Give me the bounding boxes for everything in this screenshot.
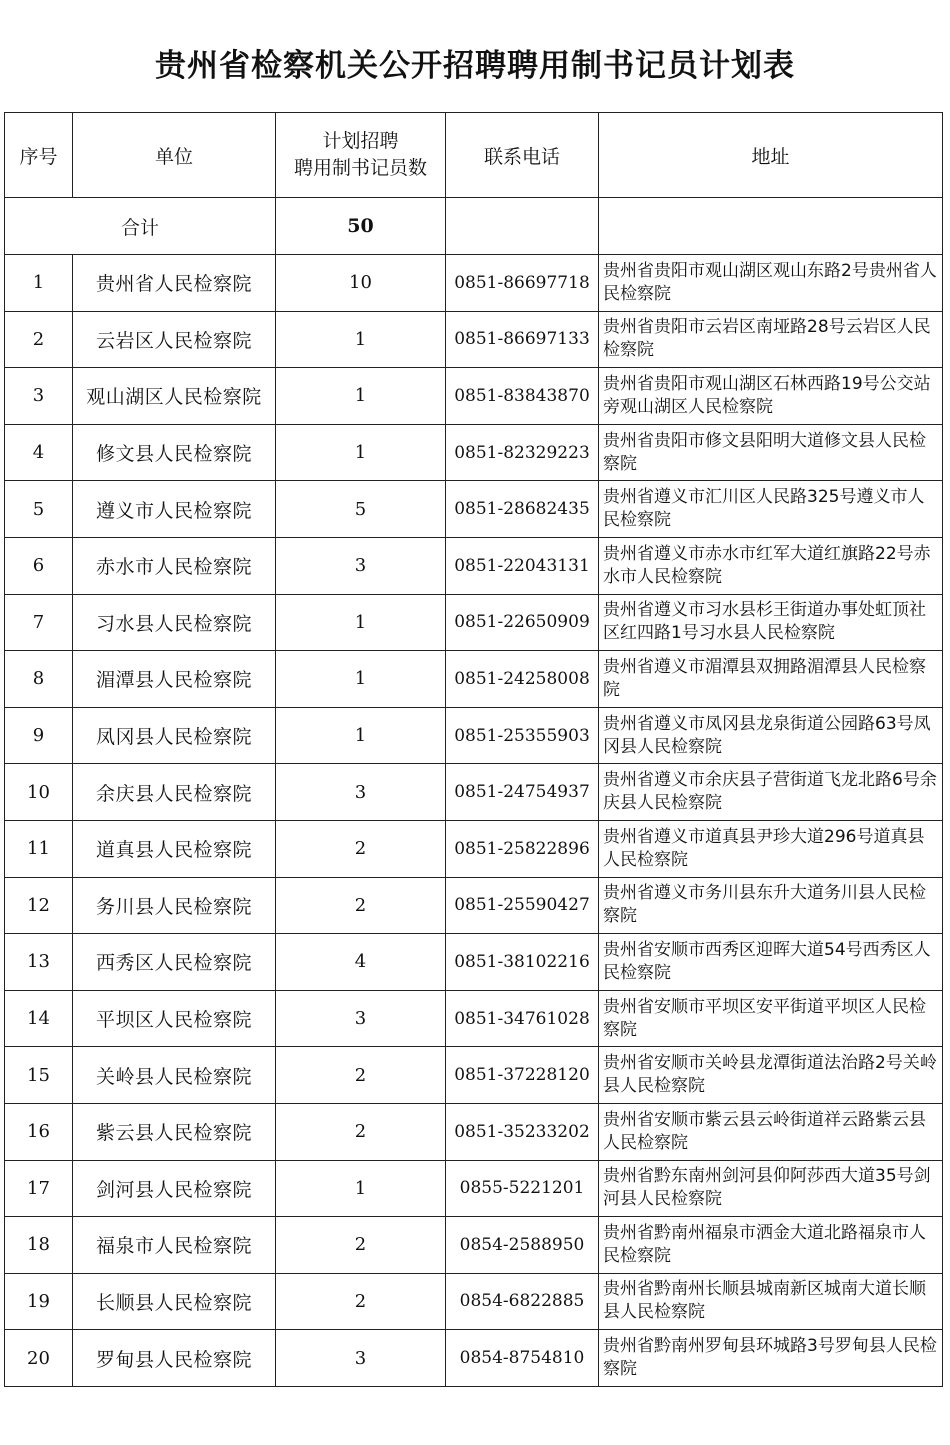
table-row <box>5 424 943 481</box>
row-unit: 平坝区人民检察院 <box>73 990 276 1047</box>
table-row <box>5 311 943 368</box>
row-index: 10 <box>5 764 73 821</box>
row-phone: 0851-24258008 <box>446 651 599 708</box>
table-row <box>5 651 943 708</box>
row-index: 3 <box>5 368 73 425</box>
row-address: 贵州省黔南州罗甸县环城路3号罗甸县人民检察院 <box>599 1330 943 1387</box>
row-unit: 务川县人民检察院 <box>73 877 276 934</box>
row-unit: 西秀区人民检察院 <box>73 934 276 991</box>
row-phone: 0854-2588950 <box>446 1217 599 1274</box>
row-phone: 0851-22043131 <box>446 537 599 594</box>
header-plan-line1: 计划招聘 <box>322 130 399 152</box>
row-count: 1 <box>276 311 446 368</box>
row-count: 3 <box>276 1330 446 1387</box>
row-phone: 0851-82329223 <box>446 424 599 481</box>
header-index: 序号 <box>5 113 73 198</box>
row-unit: 湄潭县人民检察院 <box>73 651 276 708</box>
row-unit: 道真县人民检察院 <box>73 820 276 877</box>
total-label: 合计 <box>5 198 276 255</box>
row-count: 1 <box>276 368 446 425</box>
row-count: 3 <box>276 764 446 821</box>
row-phone: 0851-24754937 <box>446 764 599 821</box>
row-address: 贵州省贵阳市观山湖区石林西路19号公交站旁观山湖区人民检察院 <box>599 368 943 425</box>
table-row <box>5 1103 943 1160</box>
row-index: 8 <box>5 651 73 708</box>
table-row <box>5 1273 943 1330</box>
row-index: 13 <box>5 934 73 991</box>
row-address: 贵州省遵义市汇川区人民路325号遵义市人民检察院 <box>599 481 943 538</box>
table-row <box>5 1160 943 1217</box>
row-address: 贵州省安顺市平坝区安平街道平坝区人民检察院 <box>599 990 943 1047</box>
row-index: 9 <box>5 707 73 764</box>
row-index: 20 <box>5 1330 73 1387</box>
row-phone: 0851-25590427 <box>446 877 599 934</box>
row-index: 19 <box>5 1273 73 1330</box>
row-address: 贵州省安顺市关岭县龙潭街道法治路2号关岭县人民检察院 <box>599 1047 943 1104</box>
row-index: 12 <box>5 877 73 934</box>
table-row <box>5 1330 943 1387</box>
table-row <box>5 990 943 1047</box>
row-index: 14 <box>5 990 73 1047</box>
header-unit: 单位 <box>73 113 276 198</box>
total-address-empty <box>599 198 943 255</box>
table-row <box>5 877 943 934</box>
row-address: 贵州省黔东南州剑河县仰阿莎西大道35号剑河县人民检察院 <box>599 1160 943 1217</box>
total-phone-empty <box>446 198 599 255</box>
table-row <box>5 820 943 877</box>
row-index: 1 <box>5 255 73 312</box>
row-unit: 福泉市人民检察院 <box>73 1217 276 1274</box>
row-unit: 赤水市人民检察院 <box>73 537 276 594</box>
row-phone: 0851-22650909 <box>446 594 599 651</box>
row-count: 2 <box>276 1047 446 1104</box>
table-row <box>5 707 943 764</box>
row-count: 2 <box>276 1103 446 1160</box>
table-row <box>5 481 943 538</box>
row-count: 3 <box>276 537 446 594</box>
row-unit: 长顺县人民检察院 <box>73 1273 276 1330</box>
row-address: 贵州省遵义市习水县杉王街道办事处虹顶社区红四路1号习水县人民检察院 <box>599 594 943 651</box>
row-count: 1 <box>276 1160 446 1217</box>
row-unit: 罗甸县人民检察院 <box>73 1330 276 1387</box>
table-row <box>5 764 943 821</box>
row-count: 1 <box>276 651 446 708</box>
row-index: 7 <box>5 594 73 651</box>
row-phone: 0851-34761028 <box>446 990 599 1047</box>
row-phone: 0851-86697718 <box>446 255 599 312</box>
row-count: 1 <box>276 594 446 651</box>
row-address: 贵州省贵阳市云岩区南垭路28号云岩区人民检察院 <box>599 311 943 368</box>
row-phone: 0855-5221201 <box>446 1160 599 1217</box>
row-count: 4 <box>276 934 446 991</box>
table-row <box>5 594 943 651</box>
header-address: 地址 <box>599 113 943 198</box>
row-unit: 修文县人民检察院 <box>73 424 276 481</box>
row-index: 4 <box>5 424 73 481</box>
row-address: 贵州省贵阳市修文县阳明大道修文县人民检察院 <box>599 424 943 481</box>
row-address: 贵州省贵阳市观山湖区观山东路2号贵州省人民检察院 <box>599 255 943 312</box>
row-address: 贵州省遵义市赤水市红军大道红旗路22号赤水市人民检察院 <box>599 537 943 594</box>
header-plan-line2: 聘用制书记员数 <box>293 157 427 179</box>
row-address: 贵州省遵义市务川县东升大道务川县人民检察院 <box>599 877 943 934</box>
row-index: 6 <box>5 537 73 594</box>
header-plan-count <box>276 113 446 198</box>
row-count: 2 <box>276 1217 446 1274</box>
total-value: 50 <box>276 198 446 255</box>
header-phone: 联系电话 <box>446 113 599 198</box>
row-phone: 0851-86697133 <box>446 311 599 368</box>
row-index: 5 <box>5 481 73 538</box>
total-row <box>5 198 943 255</box>
table-row <box>5 1217 943 1274</box>
row-address: 贵州省安顺市西秀区迎晖大道54号西秀区人民检察院 <box>599 934 943 991</box>
row-unit: 贵州省人民检察院 <box>73 255 276 312</box>
row-phone: 0851-37228120 <box>446 1047 599 1104</box>
row-index: 11 <box>5 820 73 877</box>
plan-table <box>4 112 943 1387</box>
table-row <box>5 537 943 594</box>
row-index: 18 <box>5 1217 73 1274</box>
row-phone: 0851-25822896 <box>446 820 599 877</box>
row-count: 10 <box>276 255 446 312</box>
row-unit: 余庆县人民检察院 <box>73 764 276 821</box>
row-phone: 0851-28682435 <box>446 481 599 538</box>
table-header-row <box>5 113 943 198</box>
row-count: 3 <box>276 990 446 1047</box>
row-phone: 0851-38102216 <box>446 934 599 991</box>
row-phone: 0851-35233202 <box>446 1103 599 1160</box>
row-count: 1 <box>276 707 446 764</box>
table-row <box>5 255 943 312</box>
row-count: 5 <box>276 481 446 538</box>
page-title: 贵州省检察机关公开招聘聘用制书记员计划表 <box>155 48 795 84</box>
row-index: 2 <box>5 311 73 368</box>
row-unit: 凤冈县人民检察院 <box>73 707 276 764</box>
row-address: 贵州省安顺市紫云县云岭街道祥云路紫云县人民检察院 <box>599 1103 943 1160</box>
row-unit: 遵义市人民检察院 <box>73 481 276 538</box>
row-address: 贵州省遵义市凤冈县龙泉街道公园路63号凤冈县人民检察院 <box>599 707 943 764</box>
table-row <box>5 1047 943 1104</box>
row-phone: 0851-83843870 <box>446 368 599 425</box>
row-address: 贵州省遵义市湄潭县双拥路湄潭县人民检察院 <box>599 651 943 708</box>
row-count: 2 <box>276 820 446 877</box>
row-index: 17 <box>5 1160 73 1217</box>
row-phone: 0854-8754810 <box>446 1330 599 1387</box>
row-count: 2 <box>276 1273 446 1330</box>
row-unit: 关岭县人民检察院 <box>73 1047 276 1104</box>
row-index: 16 <box>5 1103 73 1160</box>
row-address: 贵州省遵义市余庆县子营街道飞龙北路6号余庆县人民检察院 <box>599 764 943 821</box>
row-count: 2 <box>276 877 446 934</box>
row-count: 1 <box>276 424 446 481</box>
row-address: 贵州省黔南州福泉市洒金大道北路福泉市人民检察院 <box>599 1217 943 1274</box>
row-phone: 0851-25355903 <box>446 707 599 764</box>
row-phone: 0854-6822885 <box>446 1273 599 1330</box>
row-index: 15 <box>5 1047 73 1104</box>
table-row <box>5 368 943 425</box>
row-unit: 紫云县人民检察院 <box>73 1103 276 1160</box>
row-unit: 习水县人民检察院 <box>73 594 276 651</box>
row-unit: 剑河县人民检察院 <box>73 1160 276 1217</box>
table-row <box>5 934 943 991</box>
row-unit: 云岩区人民检察院 <box>73 311 276 368</box>
row-address: 贵州省遵义市道真县尹珍大道296号道真县人民检察院 <box>599 820 943 877</box>
row-address: 贵州省黔南州长顺县城南新区城南大道长顺县人民检察院 <box>599 1273 943 1330</box>
row-unit: 观山湖区人民检察院 <box>73 368 276 425</box>
